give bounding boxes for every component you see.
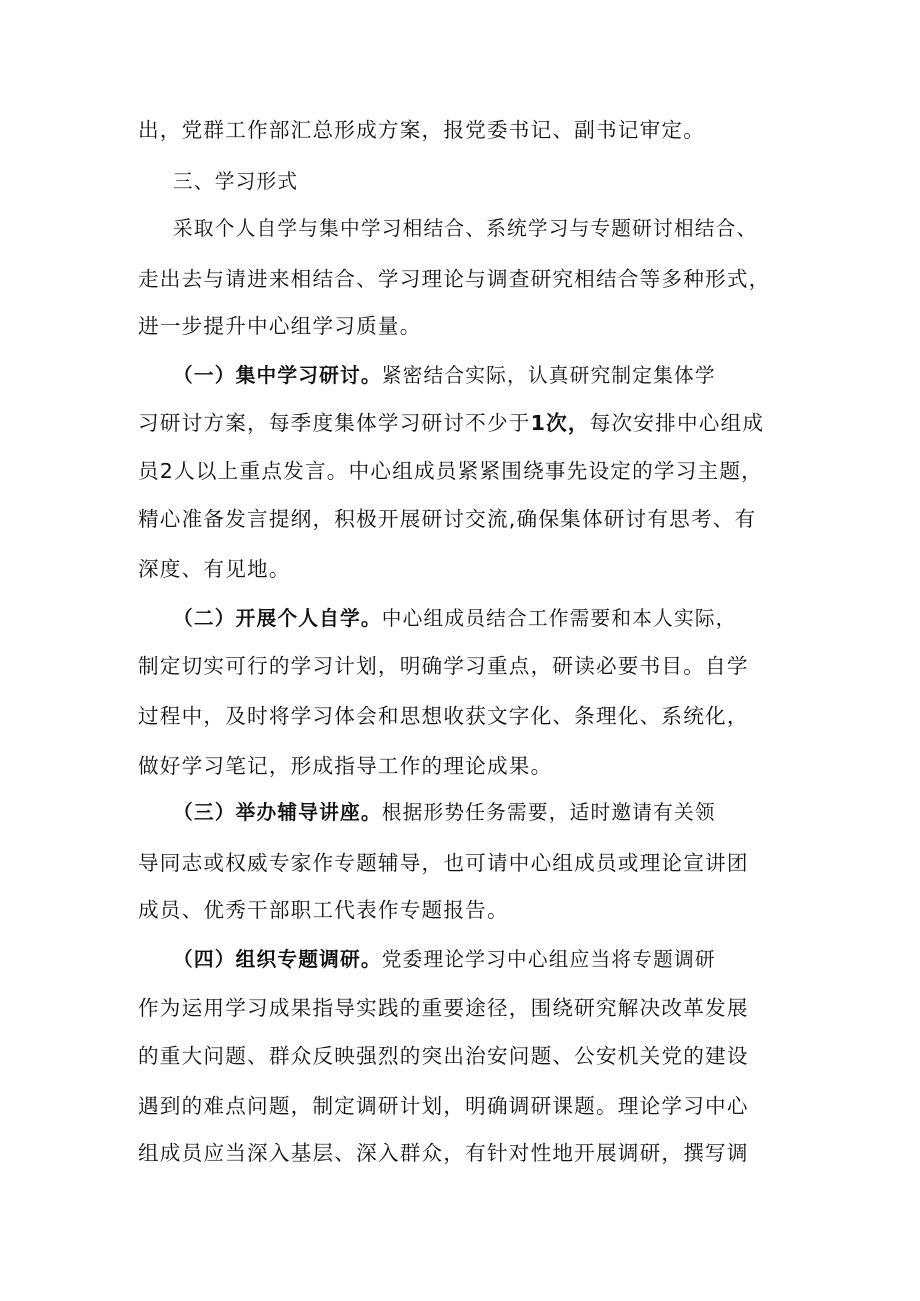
paragraph-line: 精心准备发言提纲，积极开展研讨交流,确保集体研讨有思考、有: [138, 507, 757, 531]
paragraph-line: 过程中，及时将学习体会和思想收获文字化、条理化、系统化，: [138, 704, 749, 728]
paragraph-line: 导同志或权威专家作专题辅导，也可请中心组成员或理论宣讲团: [138, 851, 749, 875]
subsection-line: （一）集中学习研讨。紧密结合实际，认真研究制定集体学: [173, 364, 716, 387]
subsection-heading: （四）组织专题调研。: [173, 948, 382, 971]
paragraph-line: 做好学习笔记，形成指导工作的理论成果。: [138, 754, 553, 778]
paragraph-line: 走出去与请进来相结合、学习理论与调查研究相结合等多种形式，: [138, 267, 771, 291]
subsection-line: （三）举办辅导讲座。根据形势任务需要，适时邀请有关领: [173, 801, 716, 824]
paragraph-line: 的重大问题、群众反映强烈的突出治安问题、公安机关党的建设: [138, 1044, 749, 1068]
paragraph-line: 制定切实可行的学习计划，明确学习重点，研读必要书目。自学: [138, 654, 749, 678]
paragraph-line: 组成员应当深入基层、深入群众，有针对性地开展调研，撰写调: [138, 1141, 749, 1165]
paragraph-line: 习研讨方案，每季度集体学习研讨不少于1次，每次安排中心组成: [138, 411, 765, 435]
paragraph-line: 作为运用学习成果指导实践的重要途径，围绕研究解决改革发展: [138, 996, 749, 1020]
section-heading: 三、学习形式: [173, 170, 299, 193]
paragraph-line: 进一步提升中心组学习质量。: [138, 314, 422, 338]
paragraph-line: 成员、优秀干部职工代表作专题报告。: [138, 898, 509, 922]
paragraph-line: 采取个人自学与集中学习相结合、系统学习与专题研讨相结合、: [173, 217, 758, 240]
paragraph-line: 遇到的难点问题，制定调研计划，明确调研课题。理论学习中心: [138, 1094, 749, 1118]
subsection-heading: （一）集中学习研讨。: [173, 364, 382, 387]
subsection-heading: （二）开展个人自学。: [173, 607, 382, 630]
subsection-heading: （三）举办辅导讲座。: [173, 801, 382, 824]
paragraph-line: 深度、有见地。: [138, 557, 291, 581]
paragraph-line: 出，党群工作部汇总形成方案，报党委书记、副书记审定。: [138, 118, 706, 142]
paragraph-line: 员2人以上重点发言。中心组成员紧紧围绕事先设定的学习主题，: [138, 459, 763, 483]
subsection-line: （二）开展个人自学。中心组成员结合工作需要和本人实际，: [173, 607, 737, 630]
subsection-line: （四）组织专题调研。党委理论学习中心组应当将专题调研: [173, 948, 716, 971]
